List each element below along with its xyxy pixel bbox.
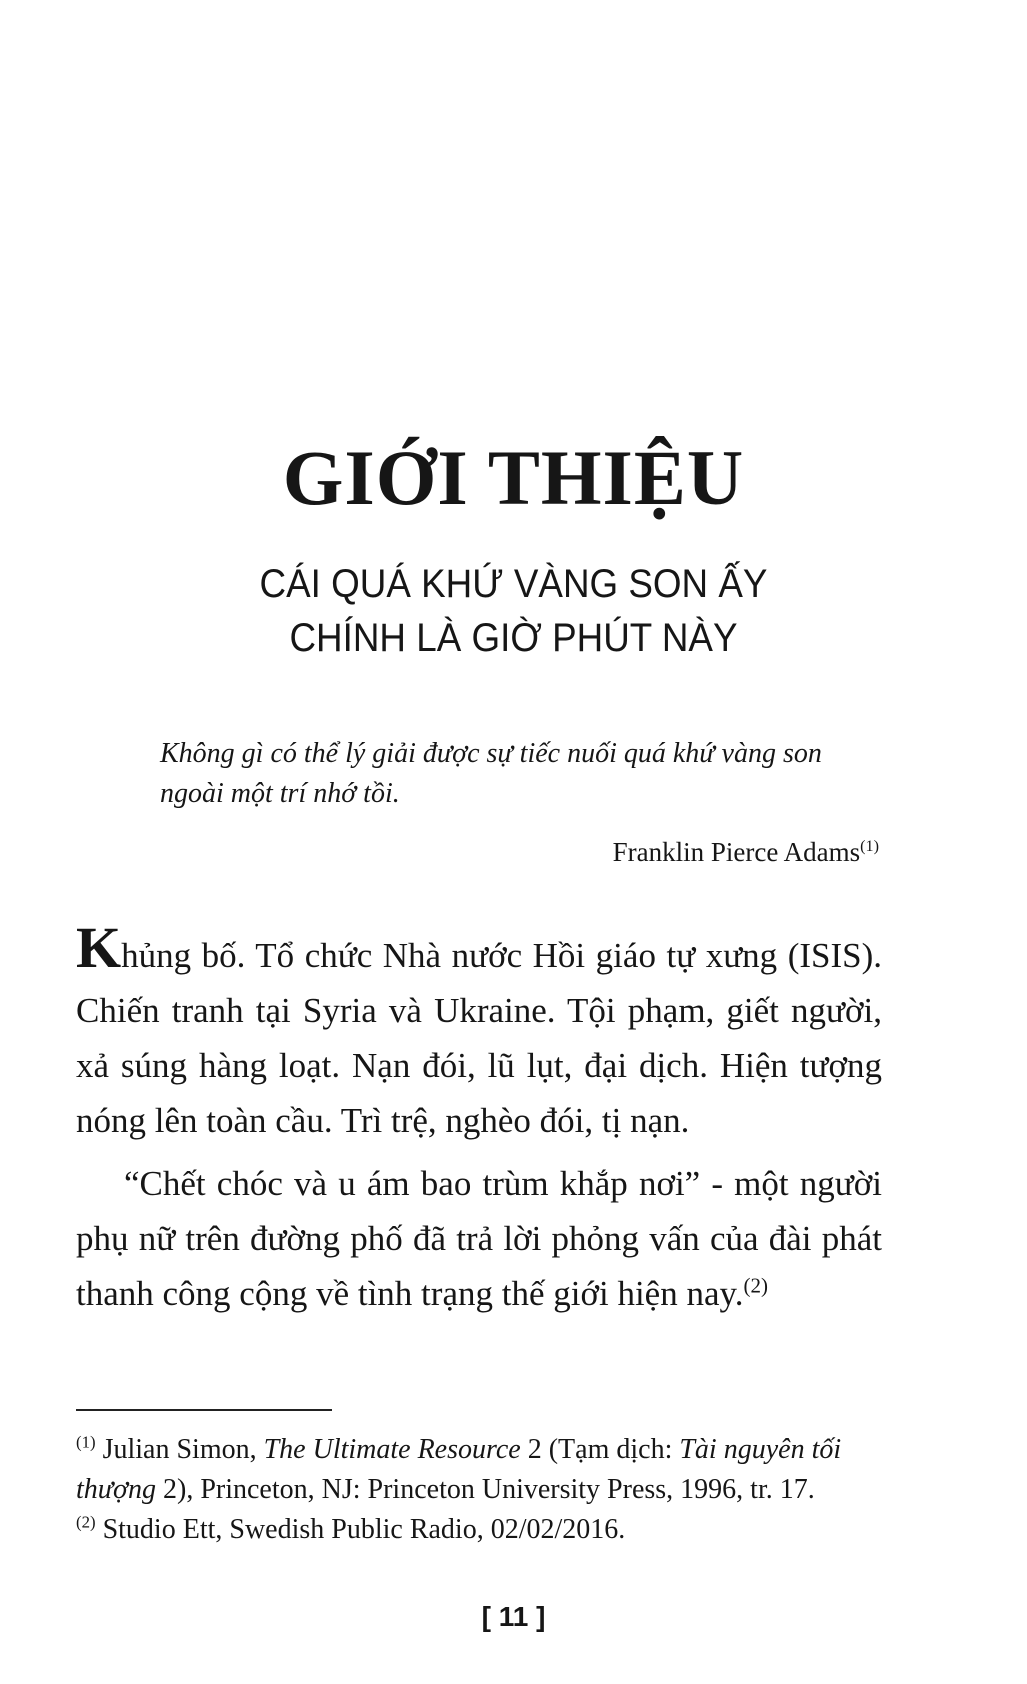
- footnote-ref-2: (2): [743, 1273, 768, 1298]
- footnote-1-part3: 2), Princeton, NJ: Princeton University Press, 1996, tr. 17.: [156, 1474, 815, 1505]
- footnote-ref-1: (1): [860, 837, 879, 855]
- footnote-2-marker: (2): [76, 1512, 96, 1532]
- page-number: [ 11 ]: [481, 1601, 546, 1632]
- footnote-1-translated-title: Tài nguyên tối thượng: [76, 1434, 842, 1505]
- epigraph-attribution: [613, 834, 879, 870]
- chapter-title: GIỚI THIỆU: [282, 434, 745, 521]
- body-text: [76, 915, 882, 1321]
- paragraph-2: [76, 1156, 882, 1321]
- footnote-1-book-title: The Ultimate Resource: [263, 1434, 521, 1465]
- paragraph-1-text: hủng bố. Tổ chức Nhà nước Hồi giáo tự xưng (ISIS). Chiến tranh tại Syria và Ukraine. Tội phạm, giết người, xả súng hàng loạt. Nạn đói, lũ lụt, đại dịch. Hiện tượng nóng lên toàn cầu. Trì trệ, nghèo đói, tị nạn.: [76, 936, 882, 1140]
- subtitle-line-1: CÁI QUÁ KHỨ VÀNG SON ẤY: [259, 562, 768, 606]
- footnote-2: [76, 1510, 882, 1550]
- footnote-2-text: Studio Ett, Swedish Public Radio, 02/02/2016.: [102, 1514, 626, 1545]
- chapter-subtitle: [41, 557, 986, 665]
- subtitle-line-2: CHÍNH LÀ GIỜ PHÚT NÀY: [289, 616, 738, 660]
- epigraph-author: Franklin Pierce Adams: [612, 837, 861, 867]
- paragraph-2-text: “Chết chóc và u ám bao trùm khắp nơi” - một người phụ nữ trên đường phố đã trả lời phỏng vấn của đài phát thanh công cộng về tình trạng thế giới hiện nay.: [76, 1164, 882, 1313]
- footnote-1-part2: 2 (Tạm dịch:: [520, 1434, 680, 1465]
- footnotes: [76, 1430, 882, 1550]
- paragraph-1: [76, 915, 882, 1148]
- footnote-1: [76, 1430, 882, 1510]
- footnote-divider: [76, 1409, 332, 1411]
- epigraph-quote: Không gì có thể lý giải được sự tiếc nuối quá khứ vàng son ngoài một trí nhớ tồi.: [160, 738, 822, 809]
- footnote-1-part1: Julian Simon,: [102, 1434, 264, 1465]
- drop-cap: K: [76, 915, 122, 980]
- footnote-1-marker: (1): [76, 1432, 96, 1452]
